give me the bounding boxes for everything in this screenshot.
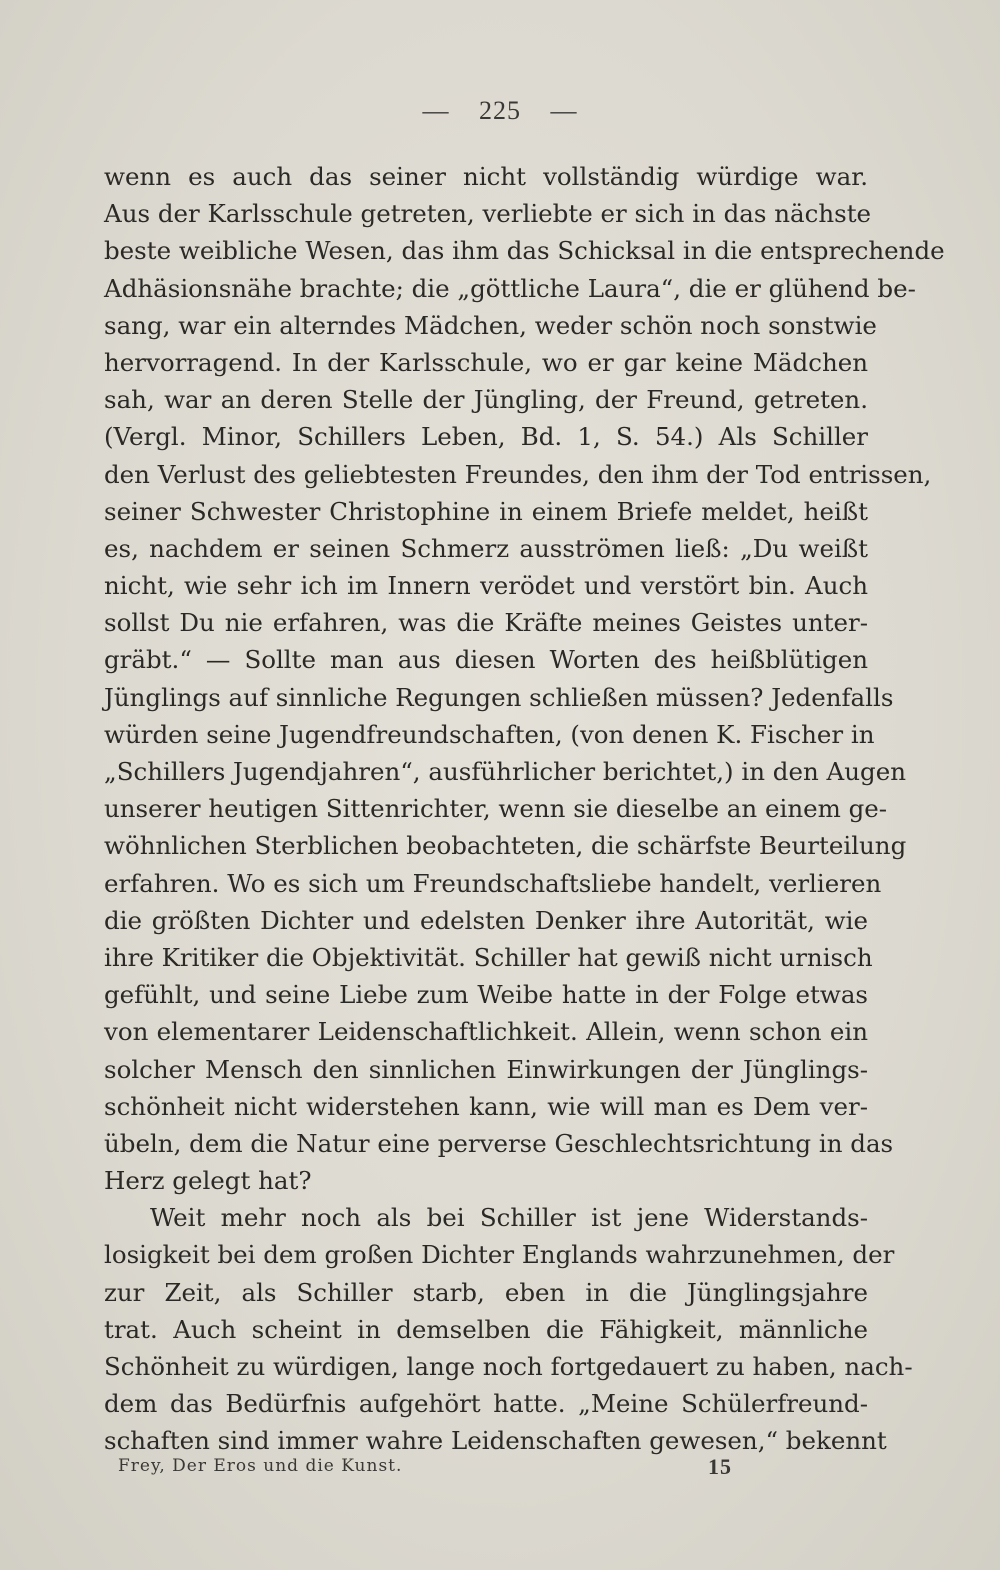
header-dash-left: — xyxy=(422,96,450,125)
text-line: „Schillers Jugendjahren“, ausführlicher berichtet,) in den Augen xyxy=(104,757,906,786)
text-line: (Vergl. Minor, Schillers Leben, Bd. 1, S. 54.) Als Schiller xyxy=(104,422,868,452)
text-line: den Verlust des geliebtesten Freundes, den ihm der Tod entrissen, xyxy=(104,459,932,489)
text-line: beste weibliche Wesen, das ihm das Schicksal in die entsprechende xyxy=(104,236,945,266)
text-line: seiner Schwester Christophine in einem Briefe meldet, heißt xyxy=(104,496,868,526)
text-line: Herz gelegt hat? xyxy=(104,1166,312,1196)
text-line: ihre Kritiker die Objektivität. Schiller hat gewiß nicht urnisch xyxy=(104,942,873,972)
text-line: übeln, dem die Natur eine perverse Geschlechtsrichtung in das xyxy=(104,1128,894,1158)
text-line: wöhnlichen Sterblichen beobachteten, die schärfste Beurteilung xyxy=(104,831,907,861)
body-text xyxy=(104,158,945,1460)
text-line: losigkeit bei dem großen Dichter Englands wahrzunehmen, der xyxy=(104,1240,895,1270)
sheet-number: 15 xyxy=(708,1454,732,1479)
paragraph xyxy=(104,1199,913,1459)
text-line: zur Zeit, als Schiller starb, eben in die Jünglingsjahre xyxy=(104,1277,868,1307)
text-line: Jünglings auf sinnliche Regungen schließen müssen? Jedenfalls xyxy=(104,682,894,712)
text-line: solcher Mensch den sinnlichen Einwirkungen der Jünglings- xyxy=(104,1054,868,1084)
text-line: Adhäsionsnähe brachte; die „göttliche Laura“, die er glühend be- xyxy=(104,273,916,303)
text-line: gefühlt, und seine Liebe zum Weibe hatte in der Folge etwas xyxy=(104,980,868,1010)
text-line: trat. Auch scheint in demselben die Fähigkeit, männliche xyxy=(104,1314,868,1344)
text-line: sah, war an deren Stelle der Jüngling, der Freund, getreten. xyxy=(104,385,868,415)
text-line: die größten Dichter und edelsten Denker ihre Autorität, wie xyxy=(104,905,868,935)
text-line: es, nachdem er seinen Schmerz ausströmen ließ: „Du weißt xyxy=(104,533,868,563)
page-header xyxy=(0,96,1000,126)
text-line: unserer heutigen Sittenrichter, wenn sie dieselbe an einem ge- xyxy=(104,794,888,824)
signature-line: Frey, Der Eros und die Kunst. xyxy=(118,1456,403,1476)
text-line: dem das Bedürfnis aufgehört hatte. „Meine Schülerfreund- xyxy=(104,1389,868,1419)
page-footer xyxy=(118,1456,758,1486)
paragraph xyxy=(104,158,945,1199)
text-line: Aus der Karlsschule getreten, verliebte er sich in das nächste xyxy=(104,199,872,229)
text-line: hervorragend. In der Karlsschule, wo er gar keine Mädchen xyxy=(104,347,868,377)
text-line: sang, war ein alterndes Mädchen, weder schön noch sonstwie xyxy=(104,310,877,340)
text-line: Weit mehr noch als bei Schiller ist jene Widerstands- xyxy=(150,1203,868,1233)
text-line: erfahren. Wo es sich um Freundschaftsliebe handelt, verlieren xyxy=(104,868,882,898)
text-line: würden seine Jugendfreundschaften, (von denen K. Fischer in xyxy=(104,719,875,749)
page-number: 225 xyxy=(479,96,521,125)
text-line: Schönheit zu würdigen, lange noch fortgedauert zu haben, nach- xyxy=(104,1352,913,1381)
text-line: nicht, wie sehr ich im Innern verödet und verstört bin. Auch xyxy=(104,571,868,601)
text-line: sollst Du nie erfahren, was die Kräfte meines Geistes unter- xyxy=(104,608,868,638)
text-line: schaften sind immer wahre Leidenschaften gewesen,“ bekennt xyxy=(104,1426,887,1456)
text-line: schönheit nicht widerstehen kann, wie will man es Dem ver- xyxy=(104,1091,868,1121)
text-line: von elementarer Leidenschaftlichkeit. Allein, wenn schon ein xyxy=(104,1017,868,1047)
header-dash-right: — xyxy=(550,96,578,125)
text-line: wenn es auch das seiner nicht vollständig würdige war. xyxy=(104,162,868,191)
text-line: gräbt.“ — Sollte man aus diesen Worten des heißblütigen xyxy=(104,645,868,675)
